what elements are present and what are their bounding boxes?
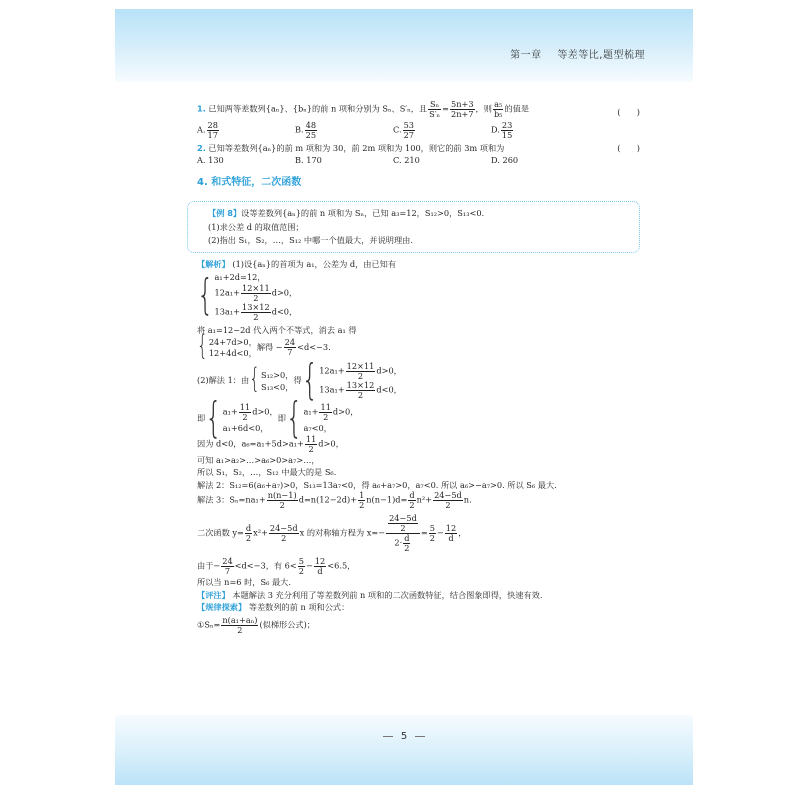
fraction: $\frac{\text{a₅}}{\text{b₅}}$ bbox=[493, 99, 503, 119]
chapter-label: 第一章 bbox=[510, 50, 542, 61]
max-line: 所以 S₁，S₂，…，S₁₂ 中最大的是 S₆. bbox=[197, 467, 337, 477]
option-c: C. $\frac{53}{27}$ bbox=[393, 120, 414, 140]
option-a: A. $\frac{28}{17}$ bbox=[197, 120, 218, 140]
options-q2 bbox=[197, 154, 637, 166]
option-a: A. 130 bbox=[197, 155, 224, 165]
option-b: B. $\frac{48}{25}$ bbox=[295, 120, 317, 140]
substitution-line: 将 a₁=12−2d 代入两个不等式，消去 a₁ 得 bbox=[197, 325, 357, 335]
example-box bbox=[187, 201, 640, 253]
equivalent-systems: 即 { a₁+ $\frac{11}{2}$ d>0， a₁+6d<0， 即 { a₁+ $\frac{11}{2}$ d>0， a₇<0， bbox=[197, 394, 359, 443]
question-1 bbox=[197, 99, 640, 119]
answer-blank: ( ) bbox=[617, 143, 640, 153]
explore-label: 【规律探索】 bbox=[197, 602, 247, 612]
formula-1: ①Sₙ= $\frac{\text{n(a₁+aₙ)}}{2}$ (似梯形公式)； bbox=[197, 614, 315, 635]
chapter-title: 等差等比,题型梳理 bbox=[557, 50, 645, 61]
option-d: D. 260 bbox=[491, 155, 519, 165]
equals: = bbox=[442, 103, 449, 114]
solution-label: 【解析】 bbox=[197, 258, 230, 269]
example-stem: 【例 8】设等差数列{aₙ}的前 n 项和为 Sₙ，已知 a₃=12，S₁₂>0，S₁₃<0. bbox=[208, 208, 485, 218]
fraction: $\frac{\text{Sₙ}}{\text{S′ₙ}}$ bbox=[429, 99, 441, 119]
text: ，则 bbox=[475, 103, 492, 114]
question-stem: 已知两等差数列{aₙ}、{bₙ}的前 n 项和分别为 Sₙ、S′ₙ，且 bbox=[208, 103, 428, 114]
since-line: 由于− $\frac{24}{7}$ <d<−3，有 6< $\frac{5}{2}$ − $\frac{12}{d}$ <6.5， bbox=[197, 556, 356, 576]
solution-intro: 【解析】 (1)设{aₙ}的首项为 a₁，公差为 d，由已知有 bbox=[197, 258, 397, 269]
method-2: 解法 2：S₁₂=6(a₆+a₇)>0，S₁₃=13a₇<0，得 a₆+a₇>0，a₇<0. 所以 a₆>−a₇>0. 所以 S₆ 最大. bbox=[197, 479, 557, 490]
option-b: B. 170 bbox=[295, 155, 322, 165]
explore: 【规律探索】 等差数列的前 n 项和公式： bbox=[197, 602, 350, 612]
text: 的值是 bbox=[504, 103, 530, 114]
example-part-2: (2)指出 S₁，S₂，…，S₁₂ 中哪一个值最大，并说明理由. bbox=[208, 235, 413, 245]
conclusion: 所以当 n=6 时，S₆ 最大. bbox=[197, 577, 291, 587]
axis-of-symmetry: 二次函数 y= $\frac{d}{2}$ x²+ $\frac{24-5d}{2}$ x 的对称轴方程为 x=− $\frac{24-5d}{2}$ 2· $\frac{d}{2}$ = $\frac{5}{2}$ − $\frac{12}{d}$ ， bbox=[197, 513, 467, 553]
question-stem: 已知等差数列{aₙ}的前 m 项和为 30，前 2m 项和为 100，则它的前 3m 项和为 bbox=[208, 143, 505, 153]
because-line: 因为 d<0，a₆=a₁+5d>a₁+ $\frac{11}{2}$ d>0， bbox=[197, 433, 344, 454]
textbook-page bbox=[115, 9, 693, 785]
page-content bbox=[197, 99, 640, 635]
ordering-line: 可知 a₁>a₂>…>a₆>0>a₇>…， bbox=[197, 454, 320, 465]
footer-band bbox=[115, 715, 693, 785]
method-1: (2)解法 1：由 { S₁₂>0， S₁₃<0， 得 { 12a₁+ $\frac{12\times 11}{2}$ d>0， 13a₁+ $\frac{13\times 12}{2}$ d<0， bbox=[197, 356, 402, 405]
fraction: $\frac{5n+3}{2n+7}$ bbox=[450, 99, 474, 119]
answer-blank: ( ) bbox=[617, 107, 640, 117]
question-number: 2. bbox=[197, 143, 206, 153]
header-band bbox=[115, 9, 693, 82]
running-header bbox=[498, 46, 645, 61]
inequality-result: { 24+7d>0， 12+4d<0， 解得 − $\frac{24}{7}$ <d<−3. bbox=[197, 330, 331, 363]
page-number: 5 bbox=[115, 731, 693, 742]
example-part-1: (1)求公差 d 的取值范围； bbox=[208, 221, 304, 232]
question-number: 1. bbox=[197, 103, 206, 114]
method-3: 解法 3：Sₙ=na₁+ $\frac{n(n-1)}{2}$ d=n(12−2d)+ $\frac{1}{2}$ n(n−1)d= $\frac{d}{2}$ n²+ $\frac{24-5d}{2}$ n. bbox=[197, 490, 472, 510]
comment-label: 【评注】 bbox=[197, 589, 230, 600]
option-c: C. 210 bbox=[393, 155, 420, 165]
equation-system-1: { a₁+2d=12， 12a₁+ $\frac{12\times 11}{2}$ d>0， 13a₁+ $\frac{13\times 12}{2}$ d<0， bbox=[197, 272, 298, 322]
options-q1 bbox=[197, 121, 637, 140]
section-heading: 4. 和式特征，二次函数 bbox=[197, 177, 302, 188]
solution bbox=[197, 258, 637, 635]
comment: 【评注】 本题解法 3 充分利用了等差数列前 n 项和的二次函数特征，结合图象即得，快速有效. bbox=[197, 589, 543, 600]
example-label: 【例 8】 bbox=[208, 208, 242, 218]
option-d: D. $\frac{23}{15}$ bbox=[491, 120, 513, 140]
question-2 bbox=[197, 142, 640, 154]
